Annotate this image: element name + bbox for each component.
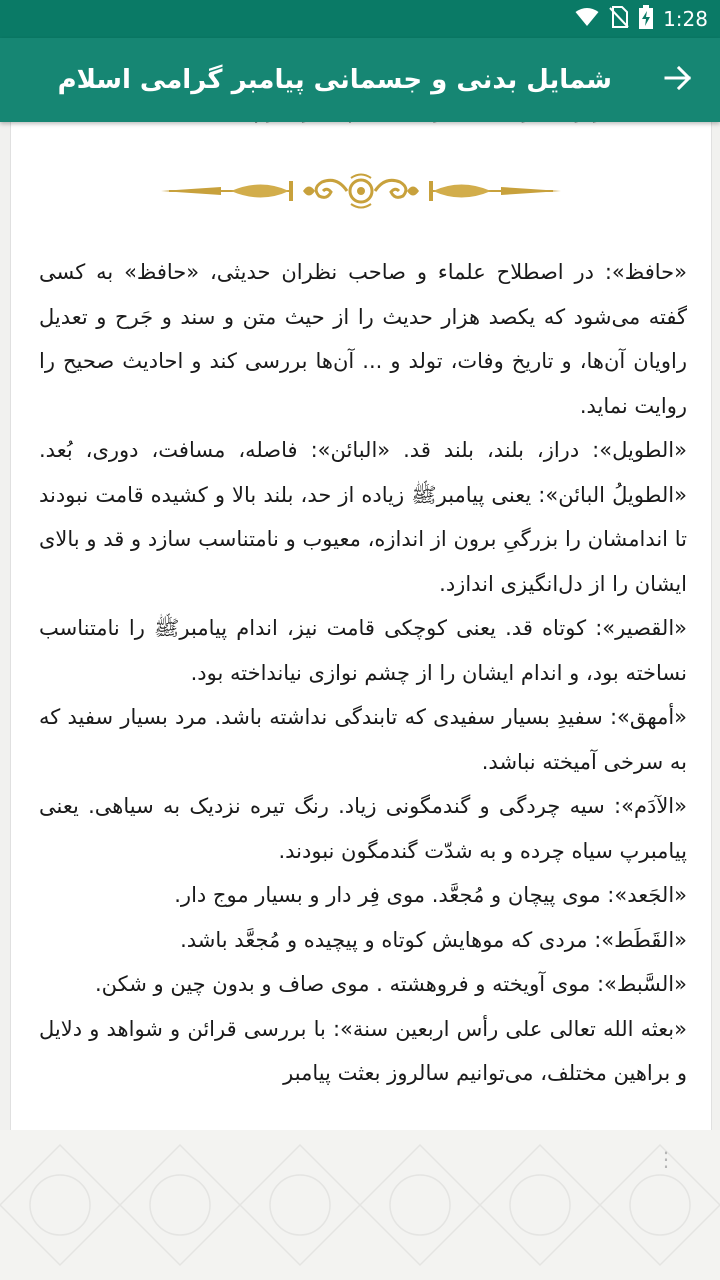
status-icons [575,0,708,38]
app-bar [0,38,720,122]
bottom-area [0,1130,720,1280]
battery-charging-icon [639,5,653,33]
background-pattern [0,1130,720,1280]
content-sheet[interactable] [10,122,712,1130]
no-sim-icon [609,6,629,32]
article-text [39,250,687,1096]
status-time: 1:28 [663,7,708,31]
paragraph-qatat: «القَطَط»: مردی که موهایش کوتاه و پیچیده و مُجعَّد باشد. [180,927,687,952]
arrow-right-icon [664,64,692,96]
wifi-icon [575,7,599,31]
paragraph-qasir: «القصیر»: کوتاه قد. یعنی کوچکی قامت نیز، اندام پیامبرﷺ را نامتناسب نساخته بود، و اندام ایشان را از چشم نوازی نیانداخته بود. [39,616,687,685]
paragraph-sabt: «السَّبط»: موی آویخته و فروهشته . موی صاف و بدون چین و شکن. [94,972,687,996]
paragraph-jad: «الجَعد»: موی پیچان و مُجعَّد. موی فِر دار و بسیار موج دار. [174,883,687,907]
status-bar [0,0,720,38]
page-title: شمایل بدنی و جسمانی پیامبر گرامی اسلام [57,65,612,95]
ornament-divider [161,170,561,212]
paragraph-tawil: «الطویل»: دراز، بلند، بلند قد. «البائن»: فاصله، مسافت، دوری، بُعد. «الطویلُ البائن»: یعنی پیامبرﷺ زیاده از حد، بلند بالا و کشیده قامت نبودند تا اندامشان را بزرگیِ برون از اندازه، معیوب و نامتناسب سازد و قد و بالای ایشان را از دل‌انگیزی اندازد. [39,438,687,596]
back-button[interactable] [660,62,696,98]
paragraph-hafiz: «حافظ»: در اصطلاح علماء و صاحب نظران حدیثی، «حافظ» به کسی گفته می‌شود که یکصد هزار حدیث را از حیث متن و سند و جَرح و تعدیل راویان آن‌ها، و تاریخ وفات، تولد و ... آن‌ها بررسی کند و احادیث صحیح را روایت نماید. [39,260,687,418]
paragraph-amhaq: «أمهق»: سفیدِ بسیار سفیدی که تابندگی نداشته باشد. مرد بسیار سفید که به سرخی آمیخته نباشد. [39,705,687,774]
paragraph-adam: «الآدَم»: سیه چردگی و گندمگونی زیاد. رنگ تیره نزدیک به سیاهی. یعنی پیامبرپ سیاه چرده و به شدّت گندمگون نبودند. [39,794,687,863]
more-vertical-icon[interactable]: ⋮ [656,1147,676,1171]
paragraph-bitha: «بعثه الله تعالی علی رأس اربعین سنة»: با بررسی قرائن و شواهد و دلایل و براهین مختلف، می‌توانیم سالروز بعثت پیامبر [39,1016,687,1085]
